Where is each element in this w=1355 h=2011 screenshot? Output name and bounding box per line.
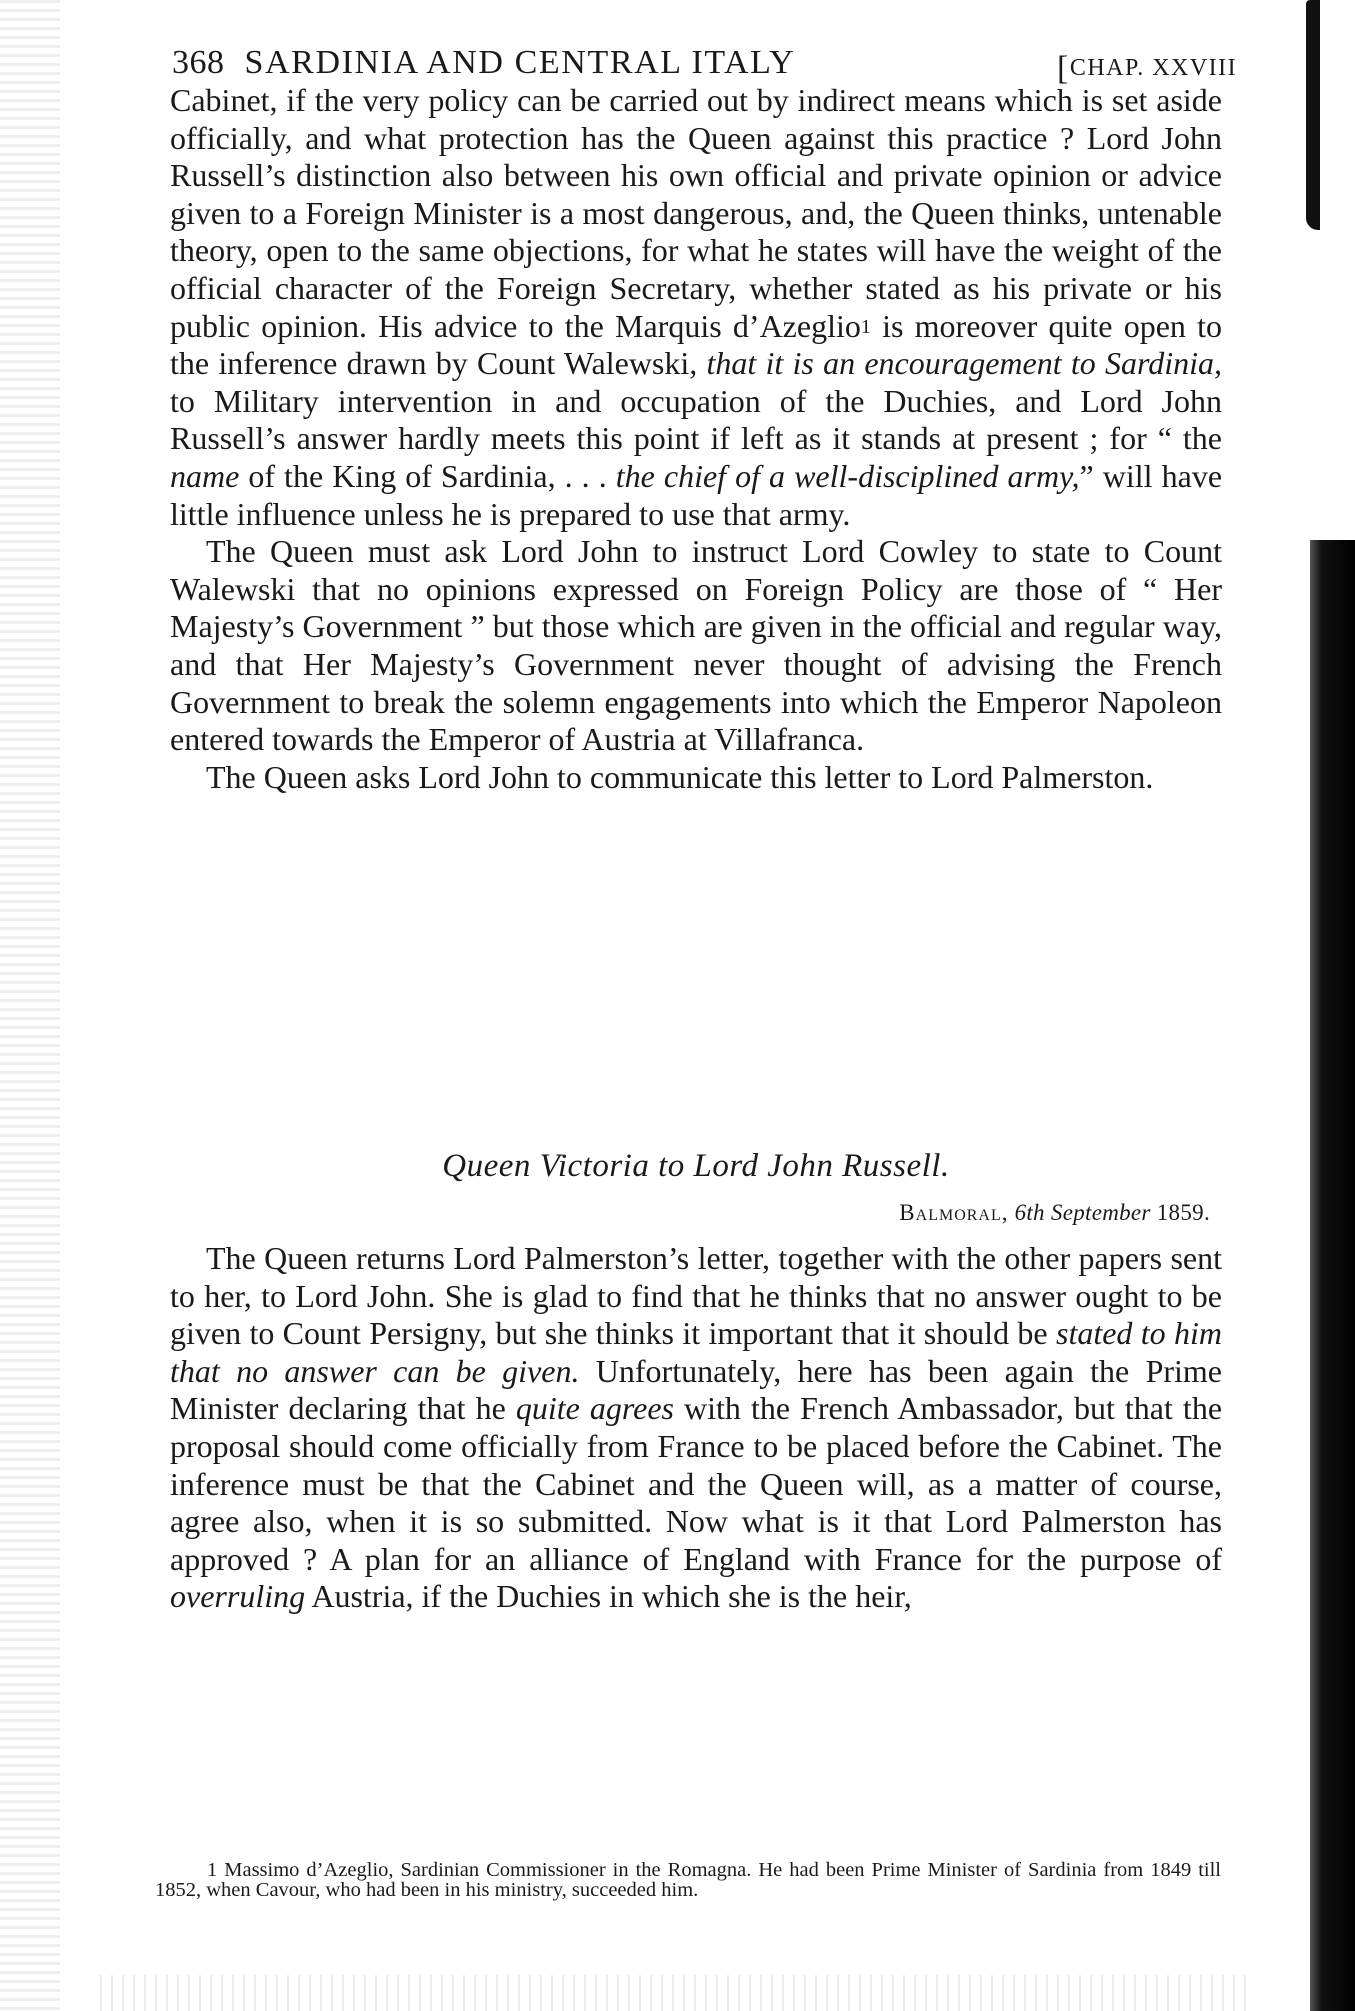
- letter-continuation: [170, 82, 1222, 796]
- page-number: 368: [172, 44, 225, 81]
- text-run: The Queen returns Lord Palmerston’s letter, together with the other papers sent to her, to Lord John. She is glad to find that he thinks that no answer ought to be given to Count Persigny, but she thinks it important that it should be: [170, 1240, 1222, 1352]
- paragraph: [170, 82, 1222, 533]
- dateline-date: 6th September: [1014, 1200, 1151, 1225]
- scan-edge-bottom: [100, 1975, 1250, 2011]
- italic-run: the chief of a well-disciplined army,: [615, 457, 1080, 494]
- letter-title: Queen Victoria to Lord John Russell.: [442, 1148, 950, 1184]
- dateline-year: 1859.: [1156, 1200, 1210, 1225]
- footnote-marker: 1: [207, 1859, 218, 1881]
- footnote-ref: 1: [860, 315, 871, 338]
- footnote-text: [155, 1860, 1221, 1900]
- running-header: [172, 44, 1238, 87]
- scan-edge-right: [1310, 540, 1355, 2011]
- italic-run: quite agrees: [515, 1390, 674, 1427]
- text-run: of the King of Sardinia, . . .: [239, 457, 616, 494]
- paragraph: [170, 1240, 1222, 1616]
- text-run: to Military intervention in and occupation of the Duchies, and Lord John Russell’s answer hardly meets this point if left as it stands at present ; for “ the: [170, 382, 1222, 457]
- italic-run: overruling: [170, 1578, 306, 1615]
- text-run: ” will have little influence unless he is prepared to use that army.: [170, 457, 1223, 532]
- italic-run: stated to him that no answer can be given.: [170, 1315, 1223, 1389]
- letter-body: [170, 1240, 1222, 1616]
- dateline: [700, 1200, 1210, 1226]
- text-run: with the French Ambassador, but that the proposal should come officially from France to be placed before the Cabinet. The inference must be that the Cabinet and the Queen will, as a matter of course, agree also, when it is so submitted. Now what is it that Lord Palmerston has approved ? A plan for an alliance of England with France for the purpose of: [170, 1390, 1223, 1577]
- text-run: Cabinet, if the very policy can be carried out by indirect means which is set aside officially, and what protection has the Queen against this practice ? Lord John Russell’s distinction also between his own official and private opinion or advice given to a Foreign Minister is a most dangerous, and, the Queen thinks, untenable theory, open to the same objections, for what he states will have the weight of the official character of the Foreign Secretary, whether stated as his private or his public opinion. His advice to the Marquis d’Azeglio: [170, 82, 1222, 344]
- paragraph: The Queen asks Lord John to communicate this letter to Lord Palmerston.: [206, 758, 1154, 795]
- footnote: [155, 1860, 1221, 1900]
- text-run: Unfortunately, here has been again the Prime Minister declaring that he: [170, 1352, 1223, 1427]
- dateline-place: Balmoral,: [899, 1200, 1009, 1225]
- text-run: Austria, if the Duchies in which she is the heir,: [305, 1578, 912, 1615]
- chapter-text: CHAP. XXVIII: [1069, 55, 1238, 81]
- chapter-label: [CHAP. XXVIII: [1057, 50, 1238, 87]
- italic-run: that it is an encouragement to Sardinia,: [706, 345, 1223, 382]
- scan-edge-left: [0, 0, 60, 2011]
- scan-edge-right-top: [1306, 0, 1320, 230]
- footnote-body: Massimo d’Azeglio, Sardinian Commissioner in the Romagna. He had been Prime Minister of Sardinia from 1849 till 1852, when Cavour, who had been in his ministry, succeeded him.: [155, 1859, 1221, 1901]
- running-title: SARDINIA AND CENTRAL ITALY: [244, 44, 796, 81]
- paragraph: The Queen must ask Lord John to instruct Lord Cowley to state to Count Walewski that no opinions expressed on Foreign Policy are those of “ Her Majesty’s Government ” but those which are given in the official and regular way, and that Her Majesty’s Government never thought of advising the French Government to break the solemn engagements into which the Emperor Napoleon entered towards the Emperor of Austria at Villafranca.: [170, 533, 1222, 758]
- italic-run: name: [170, 457, 240, 494]
- text-run: is moreover quite open to the inference drawn by Count Walewski,: [170, 307, 1223, 382]
